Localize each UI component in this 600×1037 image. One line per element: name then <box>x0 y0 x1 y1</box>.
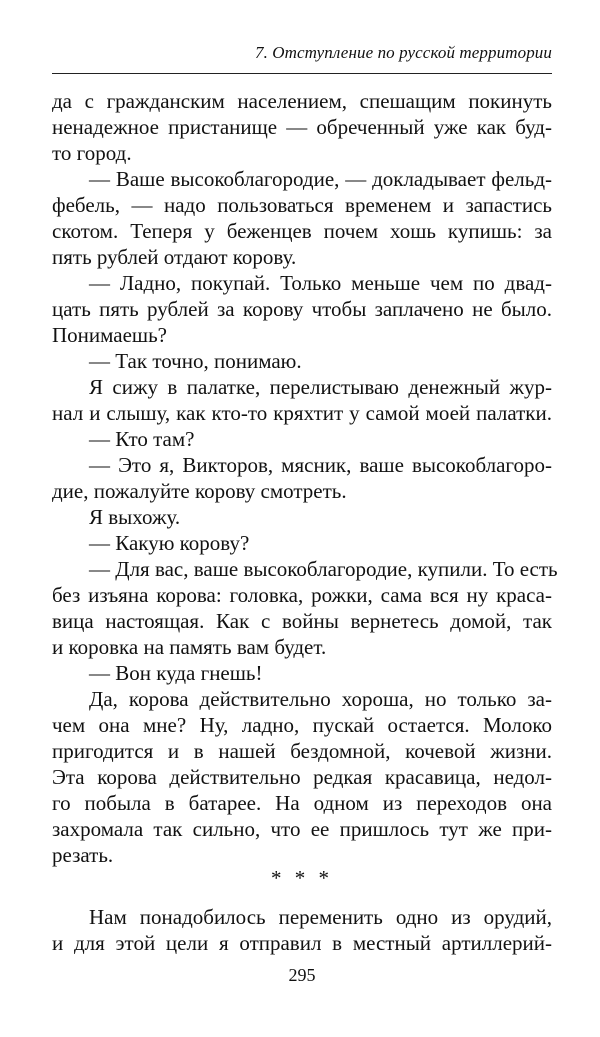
text-line: — Какую корову? <box>89 531 250 555</box>
header-rule <box>52 73 552 74</box>
text-line: захромала так сильно, что ее пришлось тут же при- <box>52 817 552 841</box>
page-number: 295 <box>288 965 316 985</box>
text-line: чем она мне? Ну, ладно, пускай остается. Молоко <box>52 713 552 737</box>
running-head: 7. Отступление по русской территории <box>254 43 552 62</box>
text-line: и для этой цели я отправил в местный артиллерий- <box>52 931 552 955</box>
text-line: резать. <box>52 843 114 867</box>
text-line: скотом. Теперя у беженцев почем хошь купишь: за <box>52 219 552 243</box>
text-line: нал и слышу, как кто-то кряхтит у самой моей палатки. <box>52 401 552 425</box>
text-line: то город. <box>52 141 132 165</box>
text-line: цать пять рублей за корову чтобы заплачено не было. <box>52 297 552 321</box>
text-line: Да, корова действительно хороша, но только за- <box>89 687 552 711</box>
text-line: — Так точно, понимаю. <box>89 349 302 373</box>
text-line: — Для вас, ваше высокоблагородие, купили. То есть <box>89 557 558 581</box>
text-line: — Ладно, покупай. Только меньше чем по двад- <box>89 271 552 295</box>
text-line: — Ваше высокоблагородие, — докладывает фельд- <box>89 167 552 191</box>
text-line: Эта корова действительно редкая красавица, недол- <box>52 765 552 789</box>
text-line: пять рублей отдают корову. <box>52 245 297 269</box>
text-line: — Вон куда гнешь! <box>89 661 263 685</box>
text-line: без изъяна корова: головка, рожки, сама вся ну краса- <box>52 583 552 607</box>
text-line: ненадежное пристанище — обреченный уже как буд- <box>52 115 552 139</box>
text-line: — Это я, Викторов, мясник, ваше высокоблагоро- <box>89 453 552 477</box>
text-line: го побыла в батарее. На одном из переходов она <box>52 791 552 815</box>
text-line: пригодится и в нашей бездомной, кочевой жизни. <box>52 739 552 763</box>
text-line: фебель, — надо пользоваться временем и запастись <box>52 193 552 217</box>
body-text <box>52 88 558 956</box>
text-line: Нам понадобилось переменить одно из орудий, <box>89 905 552 929</box>
text-line: дие, пожалуйте корову смотреть. <box>52 479 347 503</box>
text-line: вица настоящая. Как с войны вернетесь домой, так <box>52 609 552 633</box>
text-line: да с гражданским населением, спешащим покинуть <box>52 89 552 113</box>
text-line: Я сижу в палатке, перелистываю денежный жур- <box>89 375 552 399</box>
text-line: Понимаешь? <box>52 323 167 347</box>
section-break: * * * <box>271 866 333 890</box>
text-line: и коровка на память вам будет. <box>52 635 327 659</box>
text-line: — Кто там? <box>89 427 195 451</box>
text-line: Я выхожу. <box>89 505 181 529</box>
